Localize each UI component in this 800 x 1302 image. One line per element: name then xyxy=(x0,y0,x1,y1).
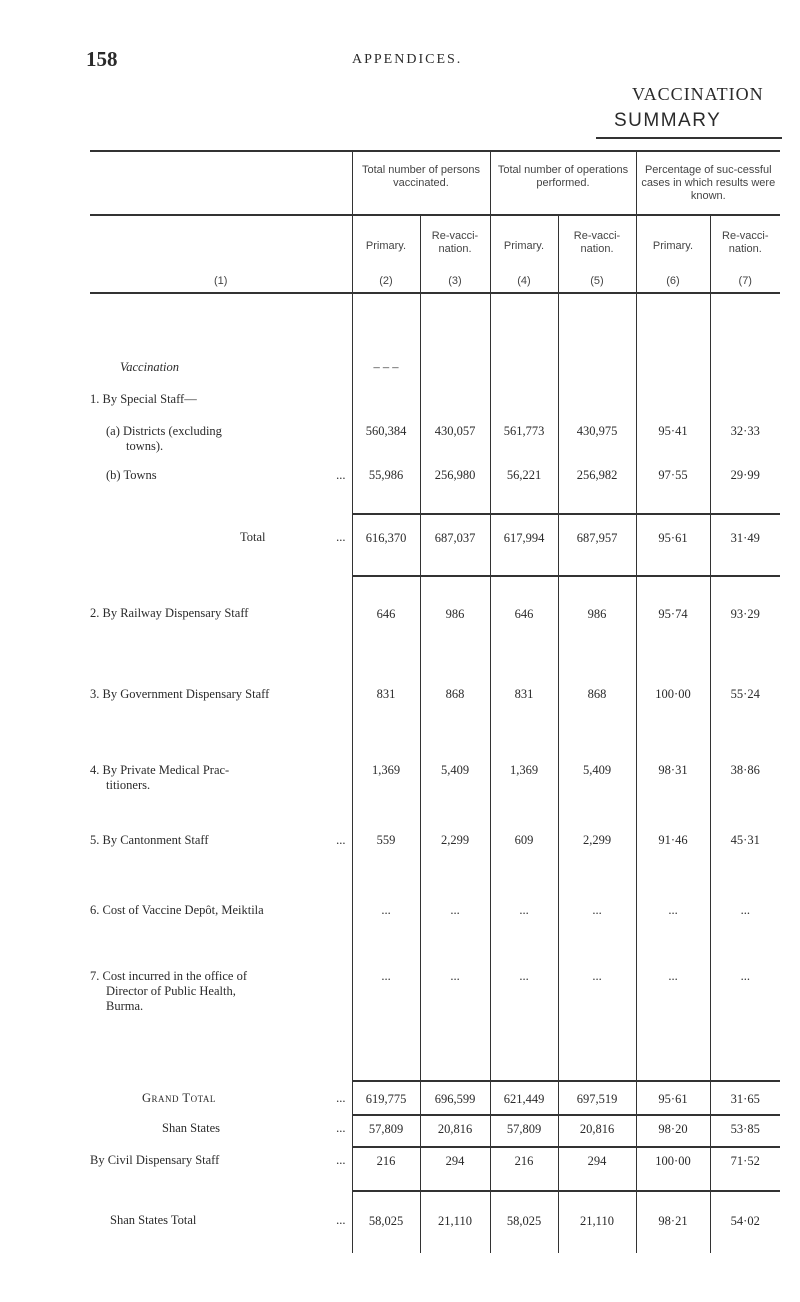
col-number: (7) xyxy=(738,275,752,287)
row-label: 6. Cost of Vaccine Depôt, Meiktila xyxy=(90,903,352,969)
row-label xyxy=(90,833,352,903)
cell-value: 609 xyxy=(490,833,558,903)
row-label-text: 5. By Cantonment Staff xyxy=(90,833,209,847)
cell-value: 21,110 xyxy=(420,1191,490,1253)
header-col2 xyxy=(352,215,420,293)
row-label-text: By Civil Dispensary Staff xyxy=(90,1153,220,1167)
cell-value: ... xyxy=(352,903,420,969)
header-col3 xyxy=(420,215,490,293)
cell-value: 20,816 xyxy=(420,1115,490,1147)
col-label: Re-vacci-nation. xyxy=(431,230,479,255)
row-label-text: Grand Total xyxy=(142,1091,216,1105)
cell-value: 100·00 xyxy=(636,1147,710,1191)
cell-value: 38·86 xyxy=(730,763,760,777)
header-col4 xyxy=(490,215,558,293)
cell-value: 687,037 xyxy=(420,514,490,576)
header-operations-performed: Total number of operations performed. xyxy=(490,151,636,215)
leader-dots: ... xyxy=(336,1213,346,1227)
cell-value: 5,409 xyxy=(558,755,636,833)
header-percentage-successful: Percentage of suc-cessful cases in which results were known. xyxy=(636,151,780,215)
cell-value: 95·41 xyxy=(636,412,710,458)
cell-value: 2,299 xyxy=(420,833,490,903)
row-label-line: (a) Districts (excluding xyxy=(106,424,222,438)
section-heading: Vaccination xyxy=(90,293,352,380)
cell-value: 31·65 xyxy=(710,1081,780,1115)
row-label: 3. By Government Dispensary Staff xyxy=(90,672,352,755)
row-label xyxy=(90,1191,352,1253)
row-label-text: Shan States xyxy=(162,1121,220,1135)
row-vaccination-heading xyxy=(90,293,780,380)
cell-value: 55·24 xyxy=(730,687,760,701)
cell-value: 54·02 xyxy=(710,1191,780,1253)
cell-value: 71·52 xyxy=(710,1147,780,1191)
cell-value: 20,816 xyxy=(558,1115,636,1147)
cell-value: 95·61 xyxy=(636,1081,710,1115)
col-number: (1) xyxy=(214,275,228,287)
row-label-line: Burma. xyxy=(106,999,144,1013)
cell-value: ... xyxy=(420,903,490,969)
cell-value: 100·00 xyxy=(636,672,710,755)
cell-value: 21,110 xyxy=(558,1191,636,1253)
cell-value: 216 xyxy=(352,1147,420,1191)
row-railway xyxy=(90,576,780,672)
cell-value: 91·46 xyxy=(636,833,710,903)
row-vaccine-depot xyxy=(90,903,780,969)
cell-value: 55,986 xyxy=(352,458,420,514)
row-label: 1. By Special Staff— xyxy=(90,380,352,412)
leader-dots: ... xyxy=(336,468,346,482)
row-director-office xyxy=(90,969,780,1081)
cell-mark: – – – xyxy=(352,293,420,380)
cell-value: 58,025 xyxy=(490,1191,558,1253)
col-number: (2) xyxy=(379,275,393,287)
row-label xyxy=(90,1147,352,1191)
row-towns xyxy=(90,458,780,514)
cell-value: 95·61 xyxy=(636,514,710,576)
col-number: (4) xyxy=(517,275,531,287)
col-label: Re-vacci-nation. xyxy=(722,230,769,255)
row-label xyxy=(90,969,352,1081)
cell-value: 5,409 xyxy=(420,755,490,833)
header-col7 xyxy=(710,215,780,293)
row-label xyxy=(90,755,352,833)
cell-value: ... xyxy=(558,903,636,969)
col-label: Primary. xyxy=(503,240,545,252)
col-number: (5) xyxy=(590,275,604,287)
cell-value: 561,773 xyxy=(490,412,558,458)
cell-value: ... xyxy=(490,903,558,969)
cell-value: 97·55 xyxy=(636,458,710,514)
cell-value: 256,982 xyxy=(558,458,636,514)
cell-value: 216 xyxy=(490,1147,558,1191)
row-shan-states xyxy=(90,1115,780,1147)
header-col1 xyxy=(90,215,352,293)
row-label: 2. By Railway Dispensary Staff xyxy=(90,576,352,672)
cell-value: 45·31 xyxy=(730,833,760,847)
cell-value: 621,449 xyxy=(490,1081,558,1115)
col-number: (6) xyxy=(666,275,680,287)
leader-dots: ... xyxy=(336,1121,346,1135)
row-label-line: 7. Cost incurred in the office of xyxy=(90,969,248,983)
cell-value: 1,369 xyxy=(352,755,420,833)
leader-dots: ... xyxy=(336,530,346,544)
cell-value: 58,025 xyxy=(352,1191,420,1253)
vaccination-summary-table xyxy=(90,150,780,1253)
row-shan-states-total xyxy=(90,1191,780,1253)
cell-value: 696,599 xyxy=(420,1081,490,1115)
cell-value: 868 xyxy=(558,672,636,755)
row-label xyxy=(90,458,352,514)
row-label-line: titioners. xyxy=(106,778,151,792)
cell-value: 986 xyxy=(558,576,636,672)
row-label-line: 4. By Private Medical Prac- xyxy=(90,763,230,777)
row-label xyxy=(90,412,352,458)
page-number: 158 xyxy=(86,47,118,71)
cell-value: 617,994 xyxy=(490,514,558,576)
leader-dots: ... xyxy=(336,833,346,847)
cell-value: 29·99 xyxy=(710,458,780,514)
cell-value: 53·85 xyxy=(710,1115,780,1147)
cell-value: ... xyxy=(558,969,636,1081)
cell-value: ... xyxy=(490,969,558,1081)
cell-value: 98·21 xyxy=(636,1191,710,1253)
row-grand-total xyxy=(90,1081,780,1115)
running-head: APPENDICES. xyxy=(352,52,463,67)
cell-value: 294 xyxy=(420,1147,490,1191)
row-label-line: towns). xyxy=(126,439,164,453)
cell-value: 559 xyxy=(352,833,420,903)
cell-value: ... xyxy=(740,903,750,917)
cell-value: 32·33 xyxy=(730,424,760,438)
cell-value: 1,369 xyxy=(490,755,558,833)
cell-value: 98·20 xyxy=(636,1115,710,1147)
cell-value: 646 xyxy=(490,576,558,672)
row-cantonment xyxy=(90,833,780,903)
col-label: Primary. xyxy=(365,240,407,252)
row-total xyxy=(90,514,780,576)
row-civil-dispensary xyxy=(90,1147,780,1191)
row-label-text: Shan States Total xyxy=(110,1213,197,1227)
cell-value: 831 xyxy=(352,672,420,755)
cell-value: 31·49 xyxy=(710,514,780,576)
cell-value: ... xyxy=(636,969,710,1081)
row-label-text: (b) Towns xyxy=(106,468,157,482)
cell-value: 57,809 xyxy=(352,1115,420,1147)
cell-value: 560,384 xyxy=(352,412,420,458)
cell-value: 616,370 xyxy=(352,514,420,576)
header-col6 xyxy=(636,215,710,293)
cell-value: 56,221 xyxy=(490,458,558,514)
cell-value: 256,980 xyxy=(420,458,490,514)
col-label: Re-vacci-nation. xyxy=(573,230,621,255)
row-government xyxy=(90,672,780,755)
table-title-line2: SUMMARY xyxy=(614,110,722,131)
row-districts xyxy=(90,412,780,458)
leader-dots: ... xyxy=(336,1153,346,1167)
cell-value: 93·29 xyxy=(730,607,760,621)
cell-value: 646 xyxy=(352,576,420,672)
title-underline xyxy=(596,137,782,139)
cell-value: ... xyxy=(636,903,710,969)
cell-value: ... xyxy=(420,969,490,1081)
row-label-line: Director of Public Health, xyxy=(106,984,236,998)
leader-dots: ... xyxy=(336,1091,346,1105)
cell-value: 98·31 xyxy=(636,755,710,833)
cell-value: 57,809 xyxy=(490,1115,558,1147)
row-label xyxy=(90,514,352,576)
cell-value: 95·74 xyxy=(636,576,710,672)
cell-value: ... xyxy=(352,969,420,1081)
cell-value: 687,957 xyxy=(558,514,636,576)
row-special-staff xyxy=(90,380,780,412)
cell-value: 294 xyxy=(558,1147,636,1191)
cell-value: 430,975 xyxy=(558,412,636,458)
cell-value: ... xyxy=(740,969,750,983)
row-label xyxy=(90,1081,352,1115)
cell-value: 697,519 xyxy=(558,1081,636,1115)
row-label-text: Total xyxy=(240,530,266,544)
row-private xyxy=(90,755,780,833)
table-title-line1: VACCINATION xyxy=(632,84,764,104)
cell-value: 986 xyxy=(420,576,490,672)
header-blank xyxy=(90,151,352,215)
cell-value: 2,299 xyxy=(558,833,636,903)
col-number: (3) xyxy=(448,275,462,287)
header-col5 xyxy=(558,215,636,293)
row-label xyxy=(90,1115,352,1147)
cell-value: 868 xyxy=(420,672,490,755)
cell-value: 831 xyxy=(490,672,558,755)
cell-value: 619,775 xyxy=(352,1081,420,1115)
header-persons-vaccinated: Total number of persons vaccinated. xyxy=(352,151,490,215)
col-label: Primary. xyxy=(652,240,694,252)
cell-value: 430,057 xyxy=(420,412,490,458)
